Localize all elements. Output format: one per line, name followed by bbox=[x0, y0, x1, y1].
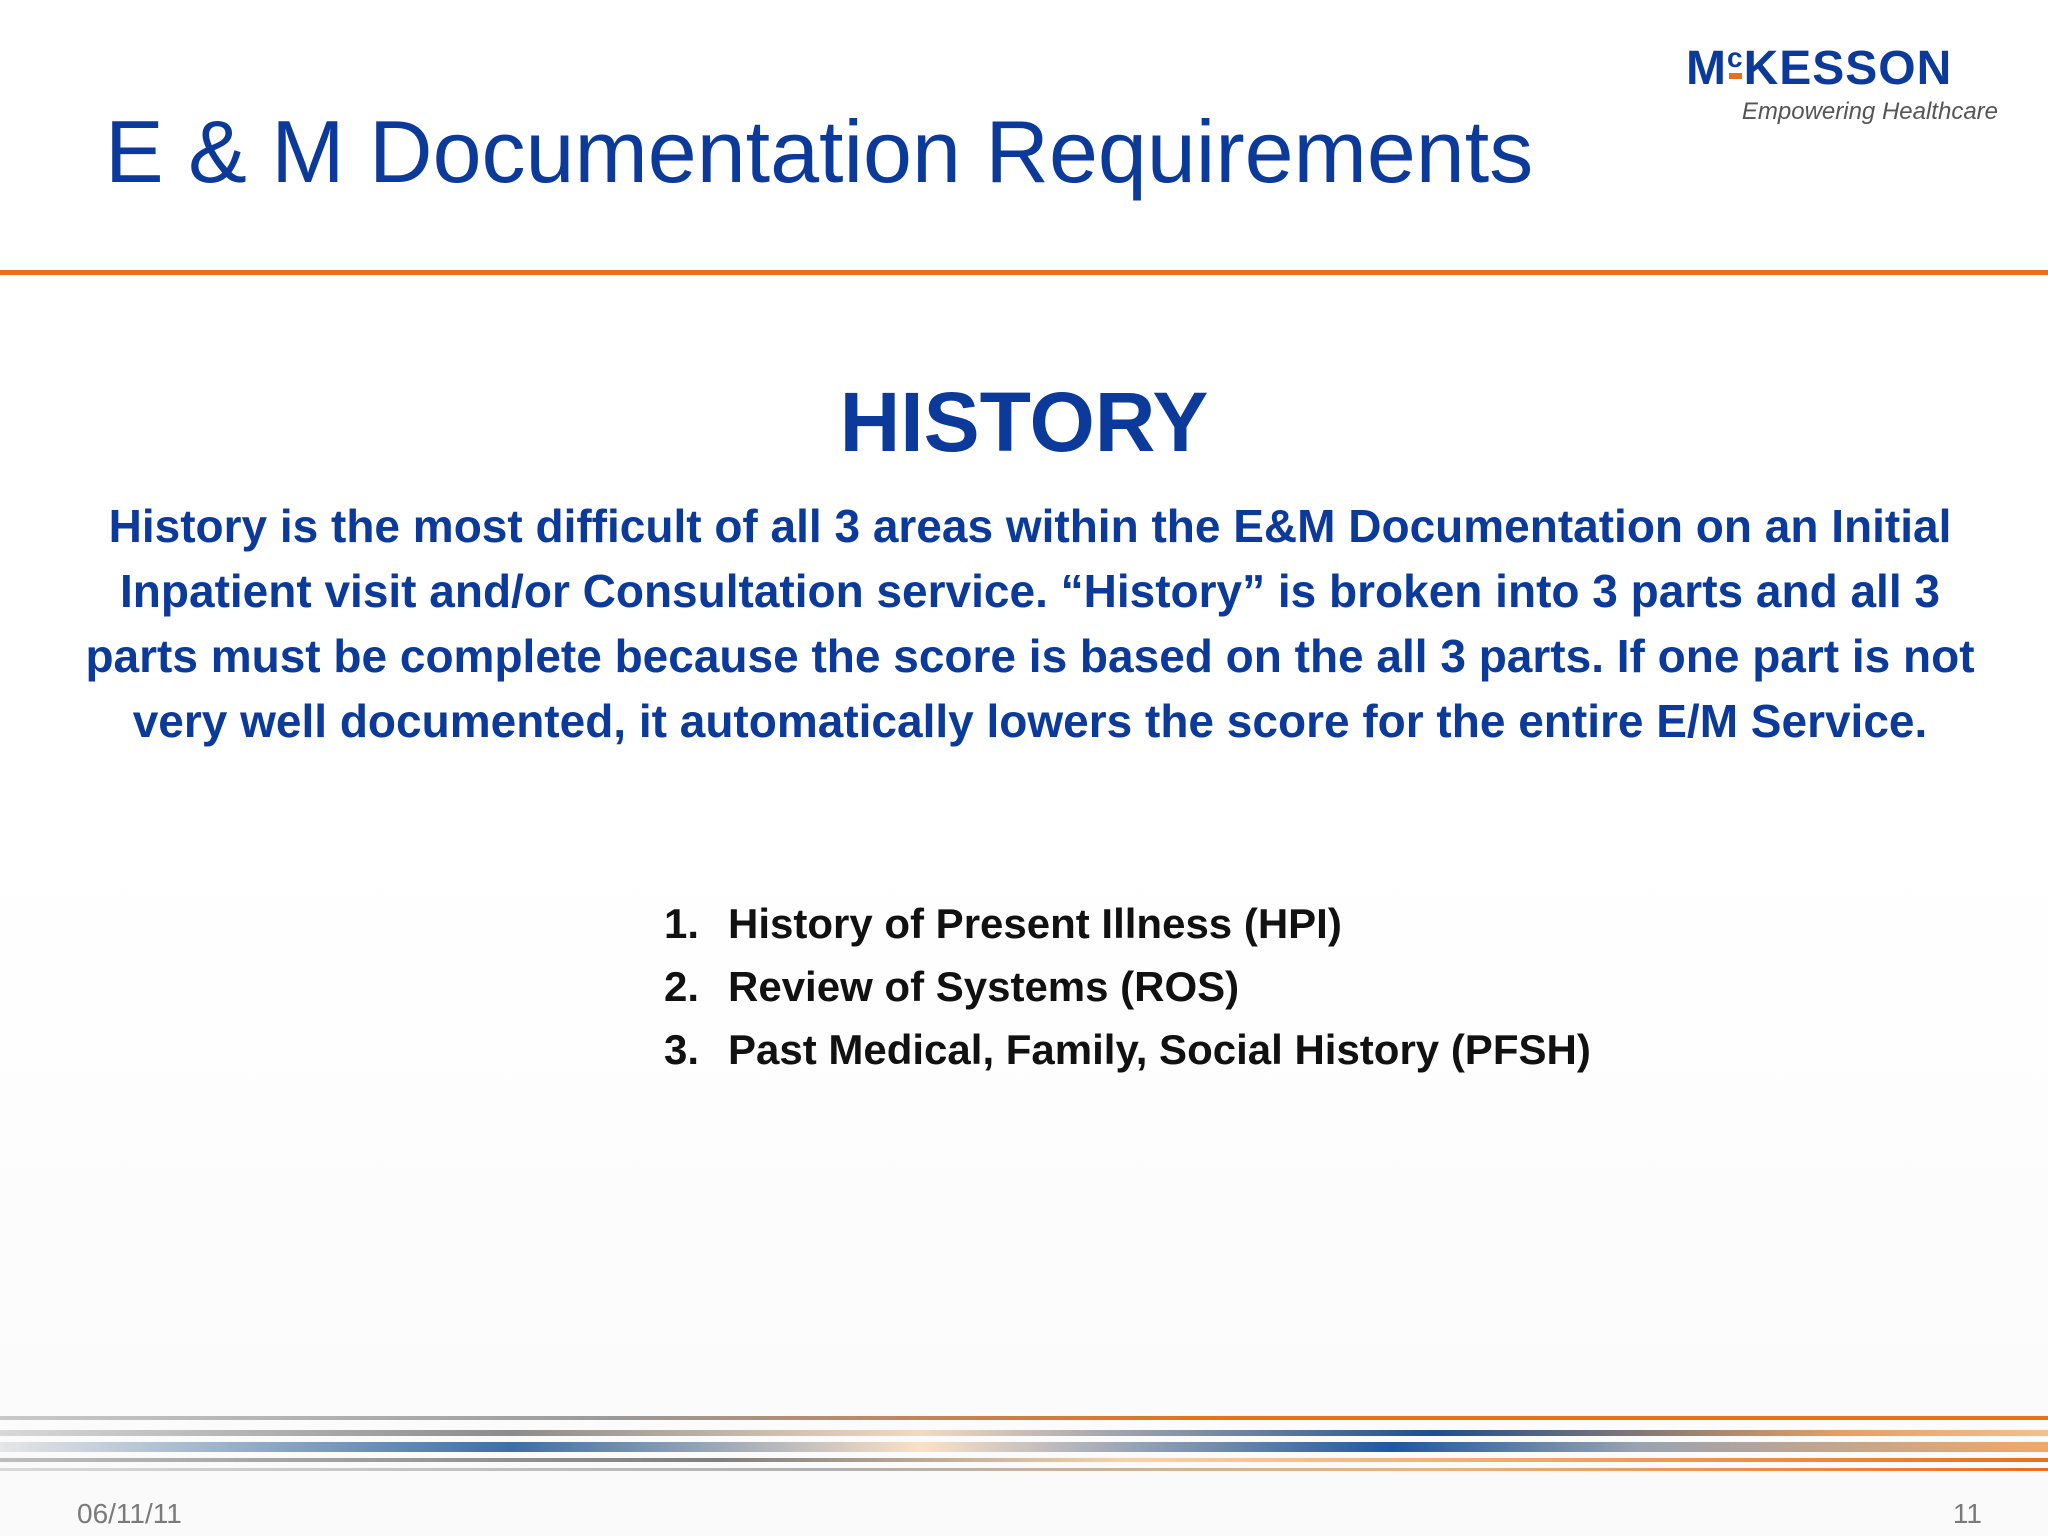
body-paragraph: History is the most difficult of all 3 areas within the E&M Documentation on an Initial Inpatient visit and/or Consultation service. “History” is broken into 3 parts and all 3 parts must be complete because the score is based on the all 3 parts. If one part is not very well documented, it automatically lowers the score for the entire E/M Service. bbox=[85, 500, 1975, 747]
logo-tagline: Empowering Healthcare bbox=[1741, 98, 1998, 125]
slide-title: E & M Documentation Requirements bbox=[105, 102, 1534, 201]
list-item-number: 2. bbox=[664, 963, 700, 1010]
footer-band bbox=[0, 1430, 2048, 1436]
mckesson-logo bbox=[1686, 44, 2006, 134]
list-item-text: Review of Systems (ROS) bbox=[728, 963, 1240, 1010]
list-item-text: History of Present Illness (HPI) bbox=[728, 900, 1342, 947]
footer-date: 06/11/11 bbox=[77, 1498, 182, 1529]
footer-band bbox=[0, 1416, 2048, 1420]
page-number: 11 bbox=[1952, 1498, 1982, 1529]
logo-word-pre: M bbox=[1686, 42, 1727, 95]
list-item-text: Past Medical, Family, Social History (PFSH) bbox=[728, 1026, 1591, 1073]
footer-band bbox=[0, 1458, 2048, 1462]
footer-band bbox=[0, 1442, 2048, 1452]
footer-decorative-bands bbox=[0, 1410, 2048, 1482]
logo-word-post: KESSON bbox=[1743, 42, 1953, 95]
list-item-number: 3. bbox=[664, 1026, 700, 1073]
logo-word-c: c bbox=[1726, 42, 1744, 73]
footer-band bbox=[0, 1468, 2048, 1471]
list-item-number: 1. bbox=[664, 900, 700, 947]
list-item bbox=[664, 892, 1591, 955]
history-parts-list bbox=[664, 892, 1591, 1081]
logo-wordmark bbox=[1686, 44, 1952, 93]
list-item bbox=[664, 1018, 1591, 1081]
title-divider bbox=[0, 270, 2048, 275]
section-heading: HISTORY bbox=[839, 375, 1209, 469]
list-item bbox=[664, 955, 1591, 1018]
